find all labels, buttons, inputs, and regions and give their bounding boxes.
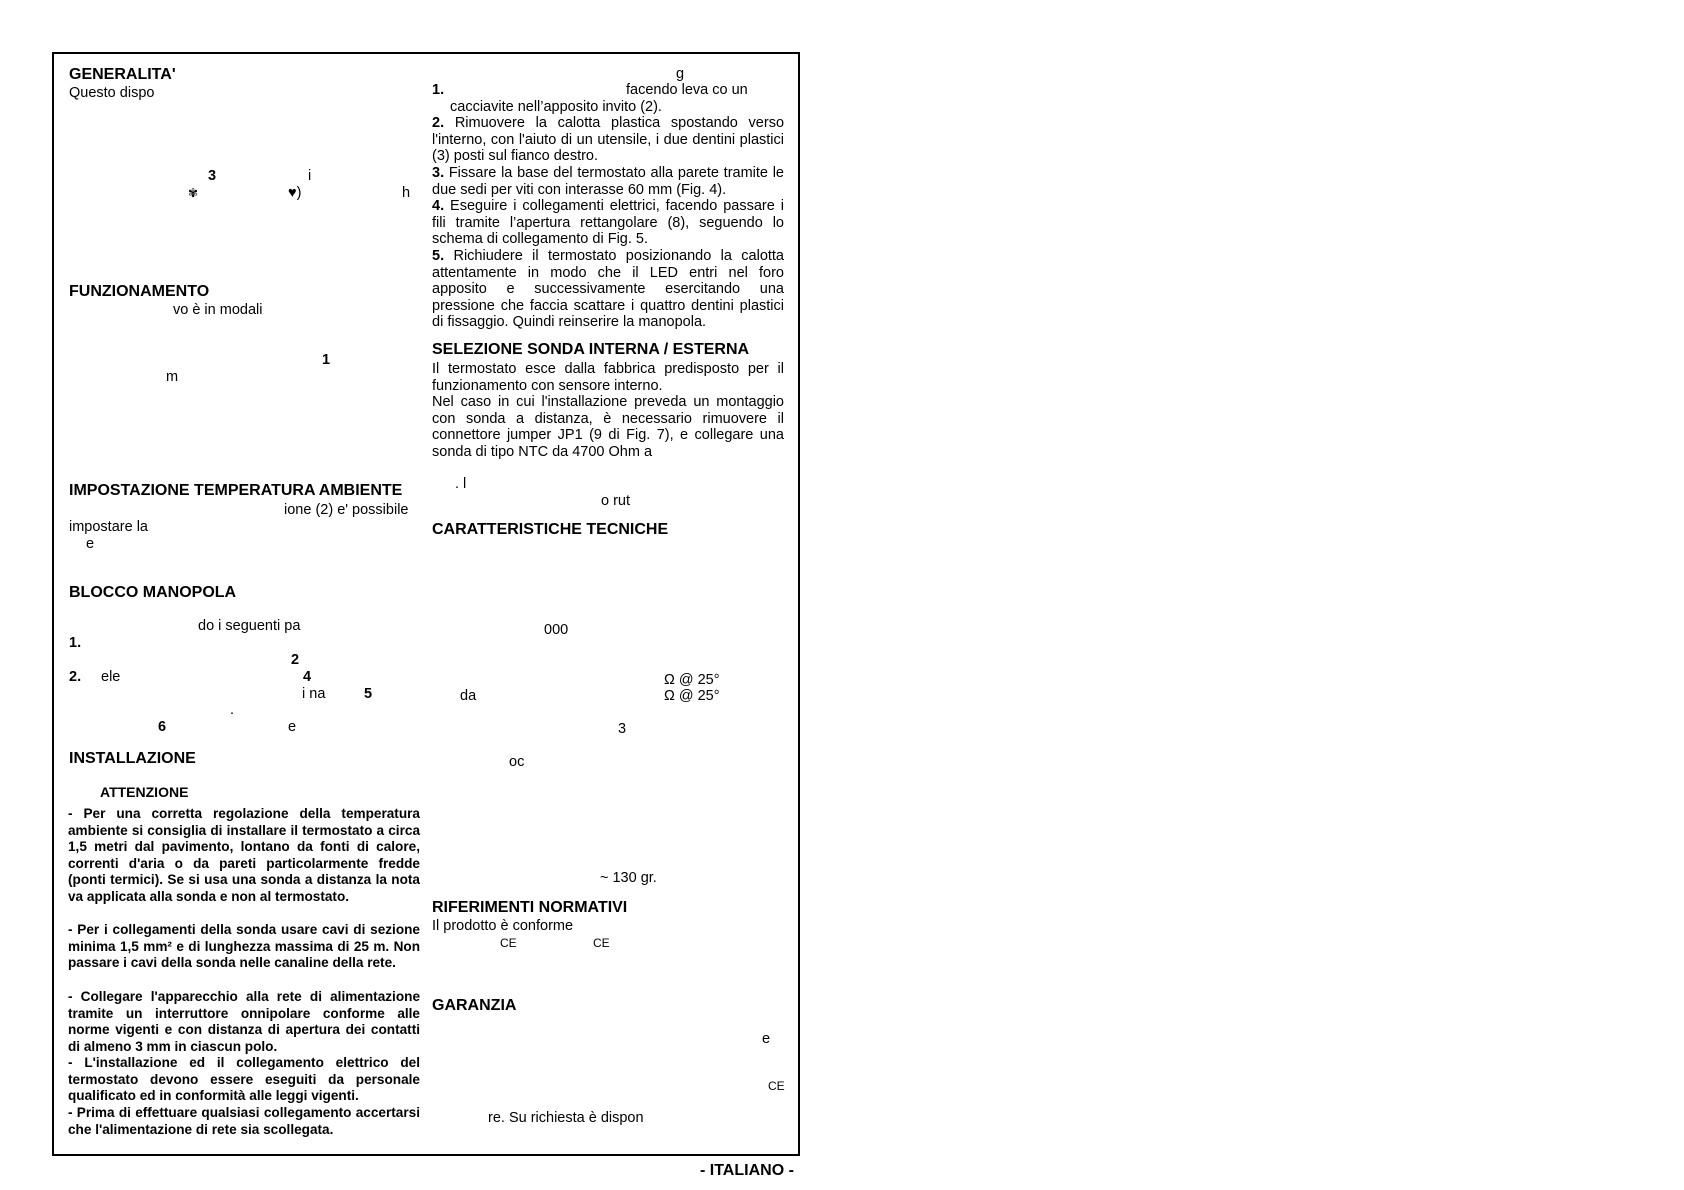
- section-title-garanzia: GARANZIA: [432, 997, 517, 1014]
- impostazione-line-3: e: [86, 536, 95, 552]
- install-step: [432, 115, 784, 165]
- spec-weight: ~ 130 gr.: [600, 870, 657, 886]
- fragment-h: h: [402, 185, 411, 201]
- install-step: [432, 248, 784, 331]
- step-text: Eseguire i collegamenti elettrici, facendo passare i fili tramite l’apertura rettangolare (8), seguendo lo schema di collegamento di Fig. 5.: [432, 198, 784, 248]
- blocco-step-1-number: 1.: [69, 635, 82, 651]
- install-step-1-number: 1.: [432, 82, 445, 98]
- blocco-fragment-6: 6: [158, 719, 167, 735]
- garanzia-fragment-e: e: [762, 1031, 771, 1047]
- fragment-1: 1: [322, 352, 331, 368]
- step-text: Richiudere il termostato posizionando la calotta attentamente in modo che il LED entri nel foro apposito e successivamente esercitando una pressione che faccia scattare i quattro dentini plastici di fissaggio. Quindi reinserire la manopola.: [432, 248, 784, 331]
- warning-item: - L'installazione ed il collegamento elettrico del termostato devono essere eseguiti da personale qualificato ed in conformità alle leggi vigenti.: [68, 1055, 420, 1104]
- blocco-fragment-e: e: [288, 719, 297, 735]
- warning-item: - Collegare l'apparecchio alla rete di alimentazione tramite un interruttore onnipolare conforme alle norme vigenti e con distanza di apertura dei contatti di almeno 3 mm in ciascun polo.: [68, 989, 420, 1054]
- section-title-installazione: INSTALLAZIONE: [69, 750, 196, 767]
- fragment-bracket: ♥): [288, 185, 302, 201]
- funzionamento-text: vo è in modali: [173, 302, 263, 318]
- blocco-fragment-5: 5: [364, 686, 373, 702]
- step-text: Rimuovere la calotta plastica spostando verso l'interno, con l'aiuto di un utensile, i due dentini plastici (3) posti sul fianco destro.: [432, 115, 785, 165]
- selezione-paragraph-1: Il termostato esce dalla fabbrica predisposto per il funzionamento con sensore interno.: [432, 361, 784, 394]
- section-title-generalita: GENERALITA': [69, 66, 176, 83]
- generalita-text: Questo dispo: [69, 85, 155, 101]
- spec-fragment-ohm-2: Ω @ 25°: [664, 688, 720, 704]
- spec-fragment-000: 000: [544, 622, 569, 638]
- section-title-funzionamento: FUNZIONAMENTO: [69, 283, 210, 300]
- install-step: [432, 198, 784, 248]
- spec-fragment-3: 3: [618, 721, 627, 737]
- blocco-fragment-i-na: i na: [302, 686, 326, 702]
- blocco-fragment-4: 4: [303, 669, 312, 685]
- blocco-fragment-dot: .: [230, 702, 235, 718]
- install-step-1-text: facendo leva co un: [626, 82, 748, 98]
- install-step-1-continuation: cacciavite nell’apposito invito (2).: [450, 99, 662, 115]
- warning-item: - Per i collegamenti della sonda usare cavi di sezione minima 1,5 mm² e di lunghezza massima di 25 m. Non passare i cavi della sonda nelle canaline della rete.: [68, 922, 420, 971]
- step-number: 3.: [432, 165, 445, 181]
- attenzione-heading: ATTENZIONE: [100, 784, 189, 800]
- step-number: 4.: [432, 198, 445, 214]
- language-footer: - ITALIANO -: [700, 1162, 794, 1179]
- install-step: [432, 165, 784, 198]
- blocco-step-2-number: 2.: [69, 669, 82, 685]
- warning-item: - Per una corretta regolazione della temperatura ambiente si consiglia di installare il termostato a circa 1,5 metri dal pavimento, lontano da fonti di calore, correnti d'aria o da pareti particolarmente fredde (ponti termici). Se si usa una sonda a distanza la nota va applicata alla sonda e non al termostato.: [68, 806, 420, 904]
- fragment-3: 3: [208, 168, 217, 184]
- step-number: 5.: [432, 248, 445, 264]
- fragment-m: m: [166, 369, 179, 385]
- fragment-i: i: [308, 168, 312, 184]
- fragment-dot-l: . l: [455, 476, 467, 492]
- blocco-fragment-ele: ele: [101, 669, 121, 685]
- section-title-blocco-manopola: BLOCCO MANOPOLA: [69, 584, 237, 601]
- impostazione-line-1: ione (2) e' possibile: [284, 502, 409, 518]
- section-title-riferimenti: RIFERIMENTI NORMATIVI: [432, 899, 628, 916]
- riferimenti-text: Il prodotto è conforme: [432, 918, 574, 934]
- section-title-impostazione: IMPOSTAZIONE TEMPERATURA AMBIENTE: [69, 482, 403, 499]
- section-title-selezione-sonda: SELEZIONE SONDA INTERNA / ESTERNA: [432, 341, 750, 358]
- ce-mark-icon: CE: [768, 1079, 785, 1093]
- section-title-caratteristiche: CARATTERISTICHE TECNICHE: [432, 521, 669, 538]
- impostazione-line-2: impostare la: [69, 519, 148, 535]
- warning-item: - Prima di effettuare qualsiasi collegamento accertarsi che l'alimentazione di rete sia scollegata.: [68, 1105, 420, 1137]
- ce-mark-icon: CE: [593, 936, 610, 950]
- garanzia-fragment-richiesta: re. Su richiesta è dispon: [488, 1110, 644, 1126]
- spec-fragment-ohm-1: Ω @ 25°: [664, 672, 720, 688]
- selezione-paragraph-2: Nel caso in cui l'installazione preveda un montaggio con sonda a distanza, è necessario rimuovere il connettore jumper JP1 (9 di Fig. 7), e collegare una sonda di tipo NTC da 4700 Ohm a: [432, 394, 784, 460]
- spec-fragment-oc: oc: [509, 754, 525, 770]
- fragment-o-rut: o rut: [601, 493, 631, 509]
- spec-fragment-da: da: [460, 688, 477, 704]
- blocco-line-1: do i seguenti pa: [198, 618, 301, 634]
- fragment-g: g: [676, 66, 685, 82]
- fan-icon: ✾: [188, 186, 199, 200]
- step-number: 2.: [432, 115, 445, 131]
- ce-mark-icon: CE: [500, 936, 517, 950]
- blocco-fragment-2: 2: [291, 652, 300, 668]
- step-text: Fissare la base del termostato alla parete tramite le due sedi per viti con interasse 60 mm (Fig. 4).: [432, 165, 784, 198]
